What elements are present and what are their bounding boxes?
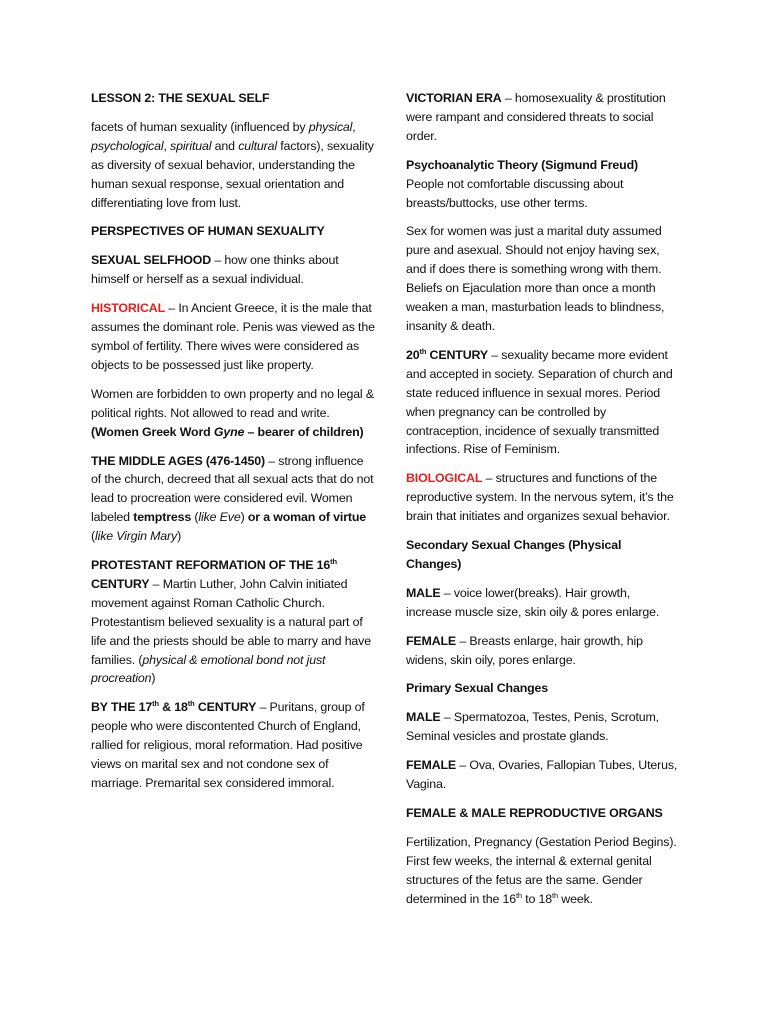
sex-for-women-paragraph: Sex for women was just a marital duty assumed pure and asexual. Should not enjoy having sex, and if does there is something wrong with them. Beliefs on Ejaculation more than once a month weaken a man, masturbation leads to blindness, insanity & death. [406,224,665,333]
twentieth-century-paragraph: 20th CENTURY – sexuality became more evident and accepted in society. Separation of church and state reduced influence in sexual mores. Period when pregnancy can be controlled by contraception, incidence of sexually transmitted infections. Rise of Feminism. [406,346,673,457]
psychoanalytic-heading: Psychoanalytic Theory (Sigmund Freud) [406,157,638,172]
right-column [406,89,678,919]
biological-term: BIOLOGICAL [406,471,483,486]
women-greece-paragraph: Women are forbidden to own property and no legal & political rights. Not allowed to read and write. (Women Greek Word Gyne – bearer of children) [91,386,374,439]
historical-term: HISTORICAL [91,301,165,316]
lesson-title: LESSON 2: THE SEXUAL SELF [91,91,270,105]
puritans-paragraph: BY THE 17th & 18th CENTURY – Puritans, group of people who were discontented Church of England, rallied for religious, moral reformation. Had positive views on marital sex and not condone sex of marriage. Premarital sex considered immoral. [91,699,365,790]
selfhood-term: SEXUAL SELFHOOD [91,253,212,268]
victorian-term: VICTORIAN ERA [406,91,502,105]
psychoanalytic-paragraph: Psychoanalytic Theory (Sigmund Freud) People not comfortable discussing about breasts/buttocks, use other terms. [406,157,638,210]
middle-ages-paragraph: THE MIDDLE AGES (476-1450) – strong influence of the church, decreed that all sexual acts that do not lead to procreation were considered evil. Women labeled temptress (like Eve) or a woman of virtue (like Virgin Mary) [91,453,374,544]
protestant-reformation-paragraph: PROTESTANT REFORMATION OF THE 16th CENTURY – Martin Luther, John Calvin initiated movement against Roman Catholic Church. Protestantism believed sexuality is a natural part of life and the priests should be able to marry and have families. (physical & emotional bond not just procreation) [91,556,371,686]
reproductive-organs-heading: FEMALE & MALE REPRODUCTIVE ORGANS [406,806,663,820]
primary-female-paragraph: FEMALE – Ova, Ovaries, Fallopian Tubes, Uterus, Vagina. [406,758,678,792]
biological-paragraph: BIOLOGICAL – structures and functions of the reproductive system. In the nervous sytem, it’s the brain that initiates and organizes sexual behavior. [406,471,674,524]
perspectives-heading: PERSPECTIVES OF HUMAN SEXUALITY [91,224,325,239]
fertilization-paragraph: Fertilization, Pregnancy (Gestation Period Begins). First few weeks, the internal & external genital structures of the fetus are the same. Gender determined in the 16th to 18th week. [406,834,677,906]
primary-male-paragraph: MALE – Spermatozoa, Testes, Penis, Scrotum, Seminal vesicles and prostate glands. [406,710,659,744]
left-column [91,89,376,803]
historical-paragraph: HISTORICAL – In Ancient Greece, it is the male that assumes the dominant role. Penis was viewed as the symbol of fertility. There wives were considered as objects to be possessed just like property. [91,301,375,372]
secondary-female-paragraph: FEMALE – Breasts enlarge, hair growth, hip widens, skin oily, pores enlarge. [406,633,643,667]
secondary-male-paragraph: MALE – voice lower(breaks). Hair growth, increase muscle size, skin oily & pores enlarge. [406,585,660,619]
sexual-selfhood-paragraph: SEXUAL SELFHOOD – how one thinks about himself or herself as a sexual individual. [91,253,339,287]
primary-changes-heading: Primary Sexual Changes [406,681,549,696]
secondary-changes-heading: Secondary Sexual Changes (Physical Changes) [406,538,622,571]
middle-ages-term: THE MIDDLE AGES (476-1450) [91,453,265,468]
facets-paragraph: facets of human sexuality (influenced by physical, psychological, spiritual and cultural factors), sexuality as diversity of sexual behavior, understanding the human sexual response, sexual orientation and differentiating love from lust. [91,119,374,210]
victorian-era-paragraph: VICTORIAN ERA – homosexuality & prostitution were rampant and considered threats to social order. [406,91,666,143]
